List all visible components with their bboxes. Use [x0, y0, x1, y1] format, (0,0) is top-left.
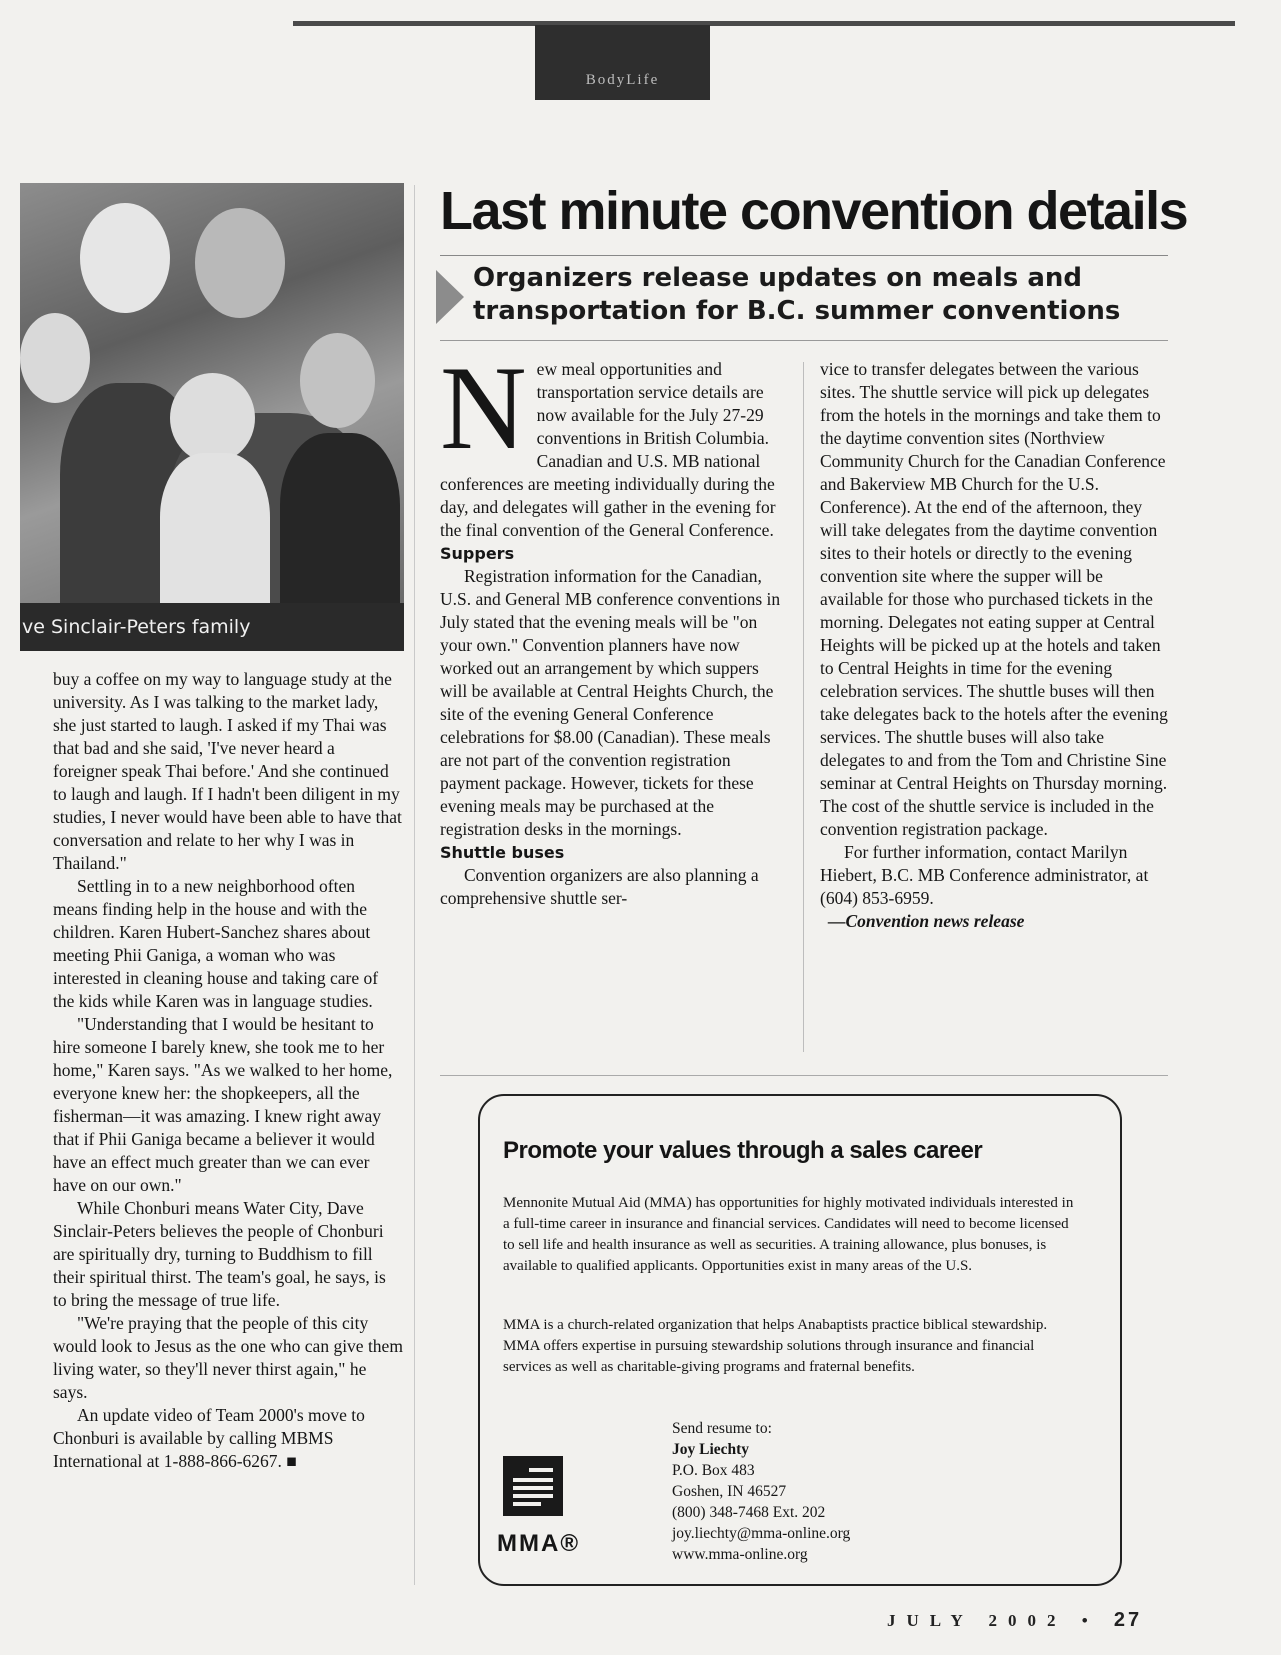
left-paragraph: "We're praying that the people of this city would look to Jesus as the one who can give them living water, so they'll never thirst again," he says.	[53, 1313, 403, 1402]
deck-rule	[440, 340, 1168, 341]
deck-arrow-icon	[436, 270, 464, 324]
left-paragraph: Settling in to a new neighborhood often means finding help in the house and with the children. Karen Hubert-Sanchez shares about meeting Phii Ganiga, a woman who was interested in cleaning house and taking care of the kids while Karen was in language studies.	[53, 876, 379, 1011]
subhead-suppers: Suppers	[440, 544, 515, 563]
family-photo	[20, 183, 404, 603]
left-paragraph: "Understanding that I would be hesitant to hire someone I barely knew, she took me to her home," Karen says. "As we walked to her home, everyone knew her: the shopkeepers, all the fisherman—it was amazing. I knew right away that if Phii Ganiga became a believer it would have an effect much greater than we can ever have on our own."	[53, 1014, 393, 1195]
contact-web[interactable]: www.mma-online.org	[672, 1546, 808, 1563]
intro-text: ew meal opportunities and transportation service details are now available for the July 27-29 conventions in British Columbia. Canadian and U.S. MB national conferences are meeting individually during the day, and delegates will gather in the evening for the final convention of the General Conference.	[440, 359, 776, 540]
shuttle-paragraph-start: Convention organizers are also planning a comprehensive shuttle ser-	[440, 865, 759, 908]
contact-address1: P.O. Box 483	[672, 1462, 755, 1479]
signoff: —Convention news release	[828, 911, 1025, 931]
folio-date: JULY 2002	[887, 1611, 1067, 1630]
ad-paragraph: Mennonite Mutual Aid (MMA) has opportunities for highly motivated individuals interested in a full-time career in insurance and financial services. Candidates will need to become licensed to sell life and health insurance as well as securities. A training allowance, plus bonuses, is available to qualified applicants. Opportunities exist in many areas of the U.S.	[503, 1195, 1074, 1274]
intro-paragraph	[440, 341, 782, 542]
shuttle-paragraph-cont: vice to transfer delegates between the various sites. The shuttle service will pick up delegates from the hotels in the mornings and take them to the daytime convention sites (Northview Community Church for the Canadian Conference and Bakerview MB Church for the U.S. Conference). At the end of the afternoon, they will take delegates from the daytime convention sites to their hotels or directly to the evening convention site where the supper will be available for those who purchased tickets in the morning. Delegates not eating supper at Central Heights will be picked up at the hotels and taken to Central Heights in time for the evening celebration services. The shuttle buses will then take delegates back to the hotels after the evening services. The shuttle buses will also take delegates to and from the Tom and Christine Sine seminar at Central Heights on Thursday morning. The cost of the shuttle service is included in the convention registration package.	[820, 359, 1168, 839]
ad-paragraph: MMA is a church-related organization that helps Anabaptists practice biblical stewardship. MMA offers expertise in pursuing stewardship solutions through insurance and financial services as well as charitable-giving programs and fraternal benefits.	[503, 1317, 1048, 1375]
ad-contact	[672, 1418, 850, 1565]
column-divider	[803, 362, 804, 1052]
further-info: For further information, contact Marilyn Hiebert, B.C. MB Conference administrator, at (604) 853-6959.	[820, 842, 1149, 908]
headline-rule	[440, 255, 1168, 256]
photo-caption: ve Sinclair-Peters family	[22, 616, 251, 638]
left-paragraph: An update video of Team 2000's move to Chonburi is available by calling MBMS International at 1-888-866-6267. ■	[53, 1405, 365, 1471]
article-end-rule	[440, 1075, 1168, 1076]
contact-phone: (800) 348-7468 Ext. 202	[672, 1504, 826, 1521]
contact-address2: Goshen, IN 46527	[672, 1483, 787, 1500]
page-number: 27	[1113, 1609, 1143, 1631]
photo-caption-bar	[20, 603, 404, 651]
subhead-shuttle: Shuttle buses	[440, 843, 565, 862]
contact-name: Joy Liechty	[672, 1441, 750, 1458]
article-deck: Organizers release updates on meals and transportation for B.C. summer conventions	[473, 263, 1121, 326]
left-paragraph: buy a coffee on my way to language study at the university. As I was talking to the market lady, she just started to laugh. I asked if my Thai was that bad and she said, 'I've never heard a foreigner speak Thai before.' And she continued to laugh and laugh. If I hadn't been diligent in my studies, I never would have been able to have that conversation and relate to her why I was in Thailand."	[53, 669, 402, 873]
top-rule	[293, 21, 1235, 26]
contact-lead: Send resume to:	[672, 1420, 772, 1437]
ad-title: Promote your values through a sales career	[503, 1137, 983, 1164]
article-headline: Last minute convention details	[440, 181, 1188, 241]
column-divider	[414, 185, 415, 1585]
suppers-paragraph: Registration information for the Canadian, U.S. and General MB conference conventions in July stated that the evening meals will be "on your own." Convention planners have now worked out an arrangement by which suppers will be available at Central Heights Church, the site of the evening General Conference celebrations for $8.00 (Canadian). These meals are not part of the convention registration payment package. However, tickets for these evening meals may be purchased at the registration desks in the mornings.	[440, 566, 781, 839]
page-folio	[887, 1609, 1142, 1632]
mma-logo-icon	[503, 1456, 563, 1516]
article-column-2	[820, 358, 1170, 933]
section-tab: BodyLife	[535, 25, 710, 100]
mma-logo-text: MMA®	[497, 1530, 580, 1557]
left-column	[53, 668, 403, 1473]
contact-email[interactable]: joy.liechty@mma-online.org	[672, 1525, 851, 1542]
drop-cap: N	[440, 341, 527, 474]
folio-bullet: •	[1081, 1611, 1099, 1630]
article-column-1	[440, 341, 782, 910]
left-paragraph: While Chonburi means Water City, Dave Sinclair-Peters believes the people of Chonburi are spiritually dry, turning to Buddhism to fill their spiritual thirst. The team's goal, he says, is to bring the message of true life.	[53, 1198, 386, 1310]
